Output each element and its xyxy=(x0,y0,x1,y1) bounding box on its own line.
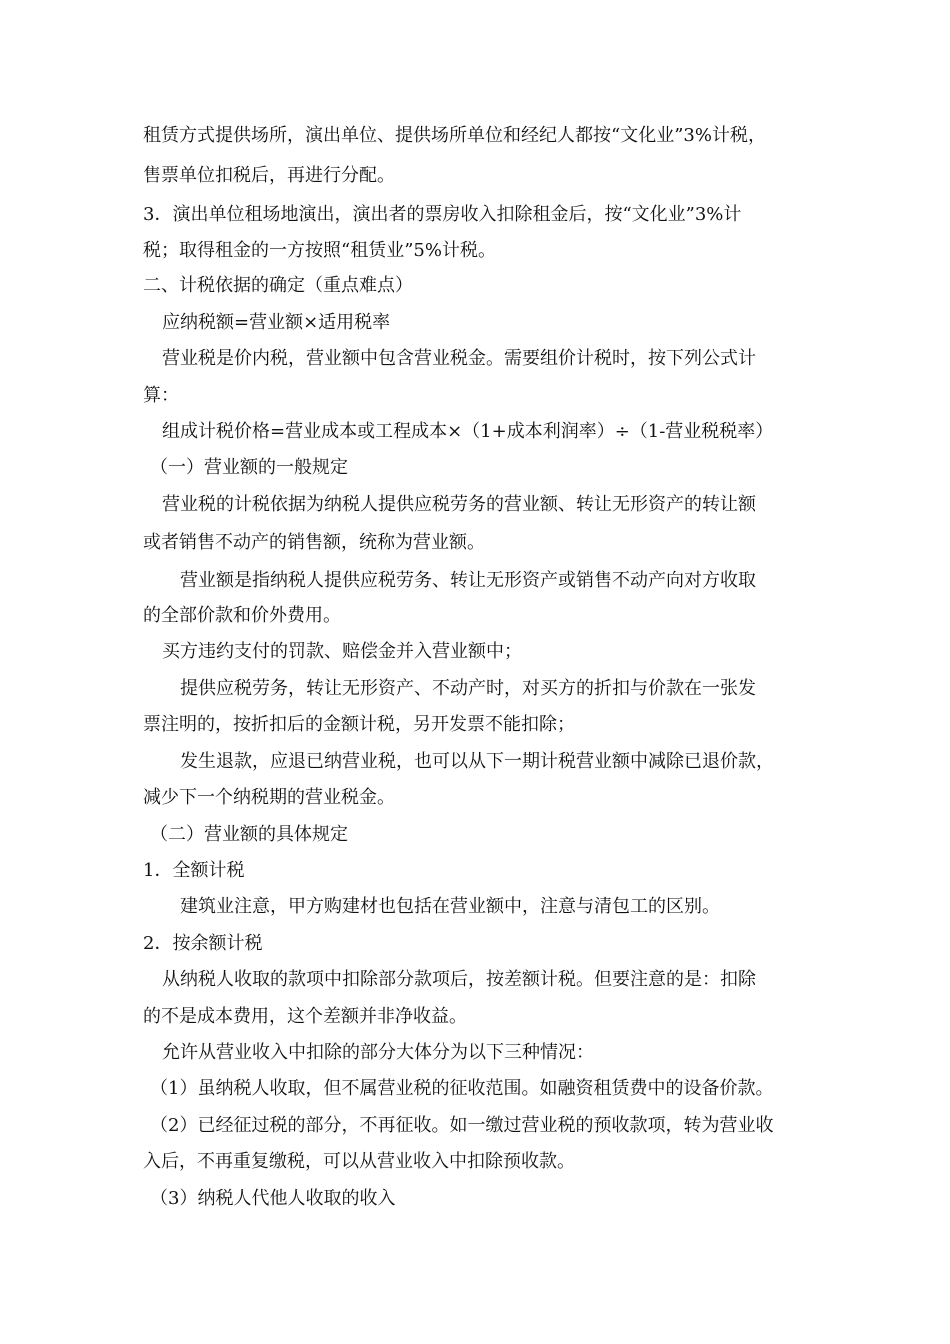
text-line: 营业额是指纳税人提供应税劳务、转让无形资产或销售不动产向对方收取 xyxy=(180,570,756,591)
text-line: 或者销售不动产的销售额，统称为营业额。 xyxy=(143,532,485,553)
text-line: 入后，不再重复缴税，可以从营业收入中扣除预收款。 xyxy=(143,1151,575,1172)
text-line: 3．演出单位租场地演出，演出者的票房收入扣除租金后，按“文化业”3%计 xyxy=(143,204,742,225)
list-item: （3）纳税人代他人收取的收入 xyxy=(150,1188,396,1209)
subsection-heading: （二）营业额的具体规定 xyxy=(150,824,348,845)
section-heading: 二、计税依据的确定（重点难点） xyxy=(143,275,413,296)
text-line: 的不是成本费用，这个差额并非净收益。 xyxy=(143,1006,467,1027)
text-line: 算： xyxy=(143,385,179,406)
text-line: 减少下一个纳税期的营业税金。 xyxy=(143,787,395,808)
formula-line: 应纳税额=营业额×适用税率 xyxy=(162,312,391,333)
text-line: 租赁方式提供场所，演出单位、提供场所单位和经纪人都按“文化业”3%计税， xyxy=(143,125,766,146)
subsection-heading: （一）营业额的一般规定 xyxy=(150,457,348,478)
list-heading: 1．全额计税 xyxy=(143,860,245,881)
text-line: 从纳税人收取的款项中扣除部分款项后，按差额计税。但要注意的是：扣除 xyxy=(162,969,756,990)
text-line: 发生退款，应退已纳营业税，也可以从下一期计税营业额中减除已退价款， xyxy=(180,751,774,772)
text-line: 税；取得租金的一方按照“租赁业”5%计税。 xyxy=(143,240,496,261)
list-heading: 2．按余额计税 xyxy=(143,933,263,954)
formula-line: 组成计税价格=营业成本或工程成本×（1+成本利润率）÷（1-营业税税率） xyxy=(162,421,774,442)
list-item: （2）已经征过税的部分，不再征收。如一缴过营业税的预收款项，转为营业收 xyxy=(150,1115,774,1136)
text-line: 营业税是价内税，营业额中包含营业税金。需要组价计税时，按下列公式计 xyxy=(162,348,756,369)
text-line: 允许从营业收入中扣除的部分大体分为以下三种情况： xyxy=(162,1042,594,1063)
text-line: 售票单位扣税后，再进行分配。 xyxy=(143,165,395,186)
text-line: 买方违约支付的罚款、赔偿金并入营业额中； xyxy=(162,641,522,662)
text-line: 营业税的计税依据为纳税人提供应税劳务的营业额、转让无形资产的转让额 xyxy=(162,494,756,515)
text-line: 票注明的，按折扣后的金额计税，另开发票不能扣除； xyxy=(143,714,575,735)
text-line: 提供应税劳务，转让无形资产、不动产时，对买方的折扣与价款在一张发 xyxy=(180,678,756,699)
text-line: 的全部价款和价外费用。 xyxy=(143,605,341,626)
list-item: （1）虽纳税人收取，但不属营业税的征收范围。如融资租赁费中的设备价款。 xyxy=(150,1078,774,1099)
text-line: 建筑业注意，甲方购建材也包括在营业额中，注意与清包工的区别。 xyxy=(180,896,720,917)
